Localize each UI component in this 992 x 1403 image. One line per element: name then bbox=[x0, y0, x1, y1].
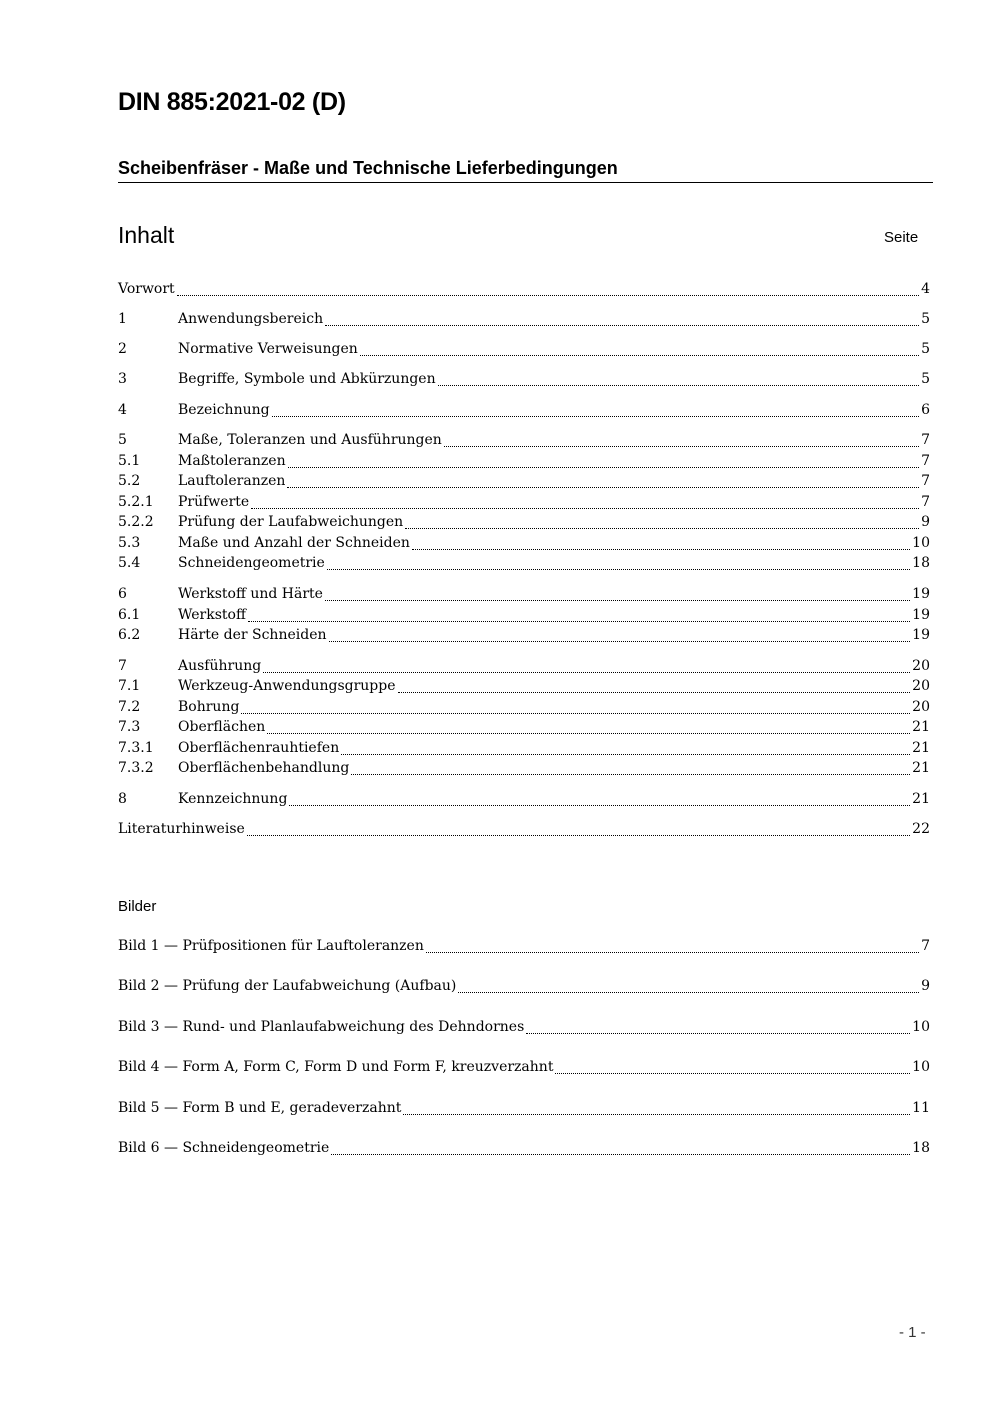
toc-entry[interactable] bbox=[118, 432, 930, 452]
toc-entry-page: 7 bbox=[921, 453, 930, 469]
toc-entry[interactable] bbox=[118, 535, 930, 555]
dot-leader bbox=[272, 415, 919, 417]
toc-entry[interactable] bbox=[118, 791, 930, 811]
toc-entry-number: 3 bbox=[118, 371, 127, 387]
dot-leader bbox=[177, 294, 919, 296]
toc-entry-number: 7.3.1 bbox=[118, 740, 154, 756]
toc-entry-page: 7 bbox=[921, 432, 930, 448]
toc-entry-title: Anwendungsbereich bbox=[178, 311, 324, 327]
toc-entry-title: Kennzeichnung bbox=[178, 791, 288, 807]
toc-entry-title: Prüfwerte bbox=[178, 494, 250, 510]
figure-entry-title: Bild 5 — Form B und E, geradeverzahnt bbox=[118, 1100, 402, 1116]
dot-leader bbox=[526, 1032, 910, 1034]
toc-entry-page: 19 bbox=[912, 607, 930, 623]
toc-entry[interactable] bbox=[118, 341, 930, 361]
toc-entry-number: 1 bbox=[118, 311, 127, 327]
dot-leader bbox=[325, 324, 919, 326]
figures-heading: Bilder bbox=[118, 898, 157, 915]
toc-entry[interactable] bbox=[118, 658, 930, 678]
dot-leader bbox=[331, 1153, 910, 1155]
toc-entry[interactable] bbox=[118, 494, 930, 514]
toc-entry[interactable] bbox=[118, 699, 930, 719]
toc-entry-title: Oberflächenrauhtiefen bbox=[178, 740, 340, 756]
figure-entry-title: Bild 4 — Form A, Form C, Form D und Form F, kreuzverzahnt bbox=[118, 1059, 554, 1075]
toc-entry-page: 18 bbox=[912, 555, 930, 571]
toc-entry-number: 7.3.2 bbox=[118, 760, 154, 776]
toc-entry-page: 19 bbox=[912, 627, 930, 643]
toc-entry-number: 5.3 bbox=[118, 535, 141, 551]
figure-entry-title: Bild 6 — Schneidengeometrie bbox=[118, 1140, 330, 1156]
toc-entry-title: Literaturhinweise bbox=[118, 821, 245, 837]
figure-entry-title: Bild 3 — Rund- und Planlaufabweichung des Dehndornes bbox=[118, 1019, 525, 1035]
toc-entry-title: Bohrung bbox=[178, 699, 240, 715]
toc-entry-title: Bezeichnung bbox=[178, 402, 270, 418]
toc-entry-page: 21 bbox=[912, 719, 930, 735]
toc-entry-title: Maße und Anzahl der Schneiden bbox=[178, 535, 410, 551]
toc-entry-page: 4 bbox=[921, 281, 930, 297]
figure-entry[interactable] bbox=[118, 938, 930, 958]
figure-entry-page: 9 bbox=[921, 978, 930, 994]
toc-entry[interactable] bbox=[118, 555, 930, 575]
toc-entry-page: 19 bbox=[912, 586, 930, 602]
dot-leader bbox=[405, 527, 919, 529]
figure-entry[interactable] bbox=[118, 1019, 930, 1039]
toc-entry-number: 7 bbox=[118, 658, 127, 674]
toc-entry-number: 6.2 bbox=[118, 627, 141, 643]
toc-entry[interactable] bbox=[118, 402, 930, 422]
figure-entry[interactable] bbox=[118, 1100, 930, 1120]
toc-entry-title: Vorwort bbox=[118, 281, 175, 297]
toc-entry-vorwort[interactable] bbox=[118, 281, 930, 301]
toc-entry-title: Lauftoleranzen bbox=[178, 473, 286, 489]
toc-entry-page: 6 bbox=[921, 402, 930, 418]
toc-entry-page: 20 bbox=[912, 699, 930, 715]
dot-leader bbox=[267, 732, 910, 734]
toc-entry[interactable] bbox=[118, 678, 930, 698]
toc-entry-title: Maße, Toleranzen und Ausführungen bbox=[178, 432, 442, 448]
dot-leader bbox=[241, 712, 910, 714]
toc-entry-title: Oberflächen bbox=[178, 719, 266, 735]
toc-entry-title: Werkstoff und Härte bbox=[178, 586, 323, 602]
toc-entry-title: Schneidengeometrie bbox=[178, 555, 325, 571]
toc-entry[interactable] bbox=[118, 586, 930, 606]
toc-entry-page: 22 bbox=[912, 821, 930, 837]
dot-leader bbox=[360, 354, 919, 356]
dot-leader bbox=[289, 804, 910, 806]
toc-entry-page: 20 bbox=[912, 658, 930, 674]
toc-entry-page: 5 bbox=[921, 341, 930, 357]
toc-entry-page: 10 bbox=[912, 535, 930, 551]
toc-entry-page: 7 bbox=[921, 473, 930, 489]
toc-entry[interactable] bbox=[118, 311, 930, 331]
document-subtitle: Scheibenfräser - Maße und Technische Lieferbedingungen bbox=[118, 158, 933, 183]
dot-leader bbox=[263, 671, 910, 673]
document-id: DIN 885:2021-02 (D) bbox=[118, 88, 346, 116]
figure-entry-page: 11 bbox=[912, 1100, 930, 1116]
dot-leader bbox=[325, 599, 910, 601]
dot-leader bbox=[248, 620, 910, 622]
toc-entry[interactable] bbox=[118, 453, 930, 473]
figure-entry[interactable] bbox=[118, 978, 930, 998]
figure-entry-page: 7 bbox=[921, 938, 930, 954]
toc-entry-title: Werkstoff bbox=[178, 607, 246, 623]
toc-entry-page: 5 bbox=[921, 371, 930, 387]
toc-entry-page: 5 bbox=[921, 311, 930, 327]
dot-leader bbox=[403, 1113, 910, 1115]
toc-entry-title: Oberflächenbehandlung bbox=[178, 760, 350, 776]
figure-entry-page: 10 bbox=[912, 1059, 930, 1075]
dot-leader bbox=[351, 773, 910, 775]
dot-leader bbox=[288, 466, 919, 468]
toc-entry[interactable] bbox=[118, 627, 930, 647]
toc-entry-title: Normative Verweisungen bbox=[178, 341, 358, 357]
toc-entry-number: 6.1 bbox=[118, 607, 141, 623]
figure-entry[interactable] bbox=[118, 1059, 930, 1079]
toc-entry[interactable] bbox=[118, 514, 930, 534]
dot-leader bbox=[251, 507, 919, 509]
toc-entry-number: 7.3 bbox=[118, 719, 141, 735]
toc-entry-title: Prüfung der Laufabweichungen bbox=[178, 514, 404, 530]
toc-entry[interactable] bbox=[118, 760, 930, 780]
dot-leader bbox=[287, 486, 919, 488]
toc-entry-number: 5.2.2 bbox=[118, 514, 154, 530]
toc-entry-number: 2 bbox=[118, 341, 127, 357]
dot-leader bbox=[555, 1072, 910, 1074]
dot-leader bbox=[444, 445, 919, 447]
toc-entry-number: 6 bbox=[118, 586, 127, 602]
toc-entry-page: 21 bbox=[912, 760, 930, 776]
dot-leader bbox=[329, 640, 911, 642]
toc-entry-number: 4 bbox=[118, 402, 127, 418]
toc-entry-number: 8 bbox=[118, 791, 127, 807]
toc-heading: Inhalt bbox=[118, 222, 175, 248]
toc-entry-page: 20 bbox=[912, 678, 930, 694]
toc-entry[interactable] bbox=[118, 740, 930, 760]
toc-entry-number: 7.1 bbox=[118, 678, 141, 694]
figure-entry[interactable] bbox=[118, 1140, 930, 1160]
toc-entry-number: 5.2 bbox=[118, 473, 141, 489]
toc-entry[interactable] bbox=[118, 473, 930, 493]
toc-entry-number: 5.4 bbox=[118, 555, 141, 571]
toc-entry-title: Werkzeug-Anwendungsgruppe bbox=[178, 678, 396, 694]
toc-entry-title: Ausführung bbox=[178, 658, 262, 674]
page-number: - 1 - bbox=[899, 1324, 926, 1341]
dot-leader bbox=[247, 834, 910, 836]
toc-entry[interactable] bbox=[118, 607, 930, 627]
toc-entry-title: Begriffe, Symbole und Abkürzungen bbox=[178, 371, 436, 387]
dot-leader bbox=[458, 991, 919, 993]
figure-entry-title: Bild 2 — Prüfung der Laufabweichung (Aufbau) bbox=[118, 978, 457, 994]
toc-entry-page: 9 bbox=[921, 514, 930, 530]
figure-entry-title: Bild 1 — Prüfpositionen für Lauftoleranzen bbox=[118, 938, 424, 954]
figure-entry-page: 10 bbox=[912, 1019, 930, 1035]
dot-leader bbox=[438, 384, 919, 386]
dot-leader bbox=[398, 691, 911, 693]
toc-entry-number: 5.1 bbox=[118, 453, 141, 469]
toc-entry-number: 7.2 bbox=[118, 699, 141, 715]
toc-entry-title: Härte der Schneiden bbox=[178, 627, 327, 643]
dot-leader bbox=[327, 568, 910, 570]
toc-entry-page: 21 bbox=[912, 740, 930, 756]
dot-leader bbox=[341, 753, 910, 755]
figure-entry-page: 18 bbox=[912, 1140, 930, 1156]
dot-leader bbox=[426, 951, 919, 953]
toc-entry-number: 5 bbox=[118, 432, 127, 448]
page-column-heading: Seite bbox=[884, 229, 919, 246]
toc-entry-title: Maßtoleranzen bbox=[178, 453, 286, 469]
toc-entry-literaturhinweise[interactable] bbox=[118, 821, 930, 841]
toc-entry-number: 5.2.1 bbox=[118, 494, 154, 510]
toc-entry-page: 7 bbox=[921, 494, 930, 510]
toc-entry[interactable] bbox=[118, 371, 930, 391]
toc-entry[interactable] bbox=[118, 719, 930, 739]
toc-entry-page: 21 bbox=[912, 791, 930, 807]
dot-leader bbox=[412, 548, 910, 550]
